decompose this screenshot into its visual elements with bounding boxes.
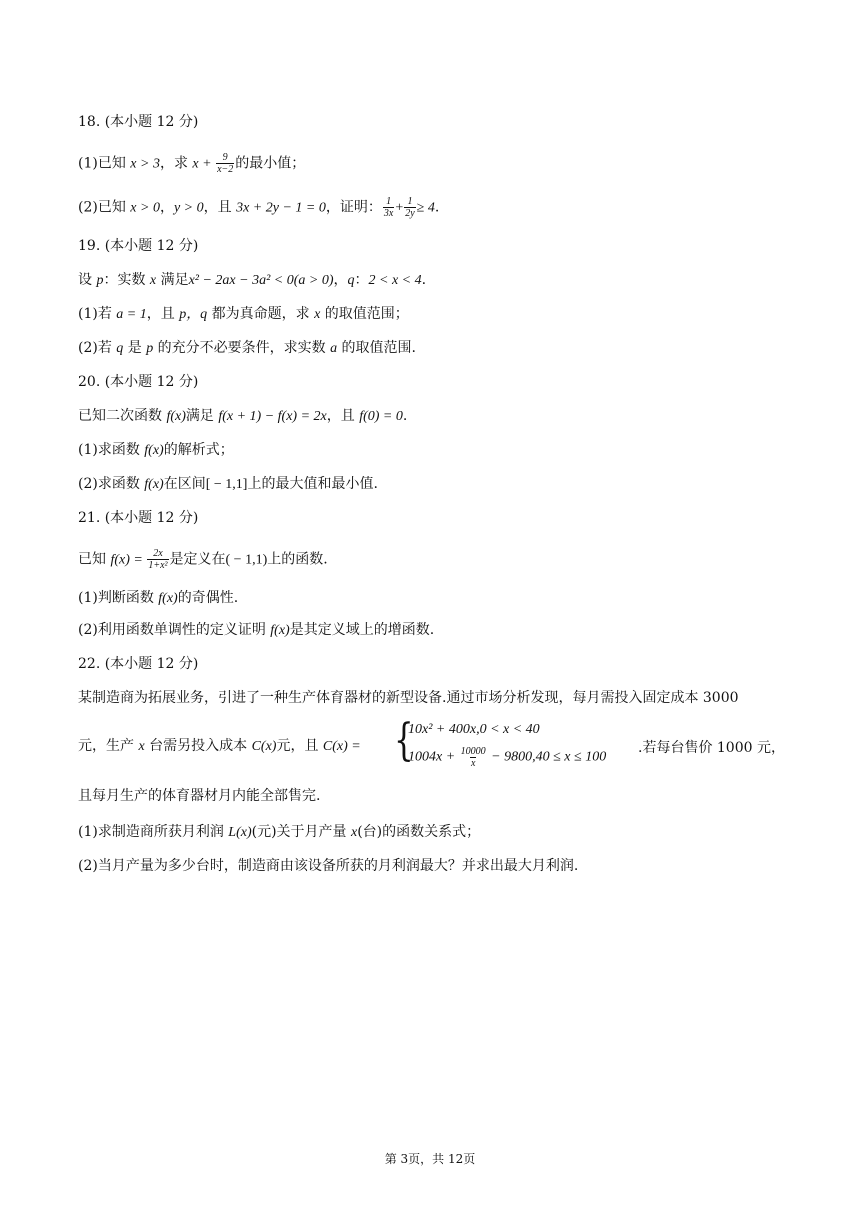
math: f(0) = 0 (359, 409, 403, 424)
text: ， (159, 199, 174, 216)
q22-line3: 且每月生产的体育器材月内能全部售完. (78, 788, 321, 804)
fraction (404, 196, 415, 219)
math: f(x) (158, 591, 178, 606)
fraction-numerator: 1 (386, 196, 392, 207)
text: 的取值范围. (337, 340, 416, 356)
q18-part2 (78, 196, 439, 219)
text: (元)关于月产量 (251, 824, 351, 840)
fraction-denominator: x−2 (217, 164, 234, 175)
text: ，求 (159, 155, 193, 172)
math: f(x) (270, 623, 290, 638)
math: − 9800,40 ≤ x ≤ 100 (487, 749, 607, 765)
text: ，且 (146, 306, 180, 322)
text: 已知二次函数 (78, 408, 167, 424)
math: p，q (179, 307, 208, 322)
text: ，且 (326, 408, 360, 424)
text: (2)已知 (78, 199, 131, 216)
math: C(x) (251, 739, 277, 754)
text: (1)求制造商所获月利润 (78, 824, 229, 840)
fraction-denominator: 1+x² (148, 560, 168, 571)
fraction (460, 746, 487, 769)
text: (台)的函数关系式； (357, 824, 481, 840)
text: ：实数 (103, 272, 150, 288)
piecewise-row-1: 10x² + 400x,0 < x < 40 (408, 722, 540, 737)
q22-part2: (2)当月产量为多少台时，制造商由该设备所获的月利润最大？并求出最大月利润. (78, 858, 579, 874)
q19-part1 (78, 304, 409, 325)
q22-line1: 某制造商为拓展业务，引进了一种生产体育器材的新型设备.通过市场分析发现，每月需投入固定成本 3000 (78, 690, 739, 706)
text: (2)求函数 (78, 476, 145, 492)
math: q (347, 273, 355, 288)
text: 满足 (185, 408, 219, 424)
fraction-numerator: 9 (222, 152, 228, 163)
page-footer: 第 3页，共 12页 (384, 1152, 476, 1166)
fraction-denominator: 2y (405, 208, 415, 219)
fraction-numerator: 2x (153, 548, 163, 559)
math: x (314, 307, 321, 322)
fraction (147, 548, 168, 571)
text: . (402, 408, 408, 424)
math: p (96, 273, 104, 288)
text: 元，且 (276, 738, 323, 754)
math: p (146, 341, 154, 356)
math: ≥ 4 (416, 200, 435, 216)
fraction-numerator: 10000 (460, 746, 486, 757)
fraction-denominator: x (470, 758, 476, 769)
math: x + (192, 156, 216, 172)
text: 设 (78, 272, 97, 288)
math: f(x) (144, 477, 164, 492)
text: (1)求函数 (78, 442, 145, 458)
fraction-denominator: 3x (383, 208, 394, 219)
text: 的最小值； (235, 155, 306, 172)
text: (2)利用函数单调性的定义证明 (78, 622, 271, 638)
q19-header: 19. (本小题 12 分) (78, 238, 199, 254)
math: x > 3 (130, 156, 160, 172)
text: 都为真命题，求 (207, 306, 315, 322)
text: ，证明： (325, 199, 382, 216)
text: 上的最大值和最小值. (247, 476, 378, 492)
math: L(x) (228, 825, 252, 840)
piecewise-function (394, 715, 638, 772)
q20-statement (78, 406, 407, 427)
math: q (116, 341, 124, 356)
math: 2 < x < 4 (368, 273, 422, 288)
text: (1)已知 (78, 155, 131, 172)
q18-part1 (78, 152, 305, 175)
math: 3x + 2y − 1 = 0 (236, 200, 326, 216)
q21-statement (78, 548, 328, 571)
text: ，且 (203, 199, 237, 216)
q20-header: 20. (本小题 12 分) (78, 374, 199, 390)
math: x > 0 (130, 200, 160, 216)
math: f(x) (144, 443, 164, 458)
text: 在区间 (163, 476, 206, 492)
q19-part2 (78, 338, 416, 359)
text: 是定义在 (169, 551, 226, 568)
text: 是其定义域上的增函数. (289, 622, 435, 638)
text: (2)若 (78, 340, 117, 356)
text: 的解析式； (163, 442, 234, 458)
text: 是 (123, 340, 147, 356)
q22-part1 (78, 822, 480, 843)
math: f(x + 1) − f(x) = 2x (218, 409, 327, 424)
q18-header: 18. (本小题 12 分) (78, 114, 199, 130)
text: . (434, 199, 440, 216)
text: (1)判断函数 (78, 590, 159, 606)
text: 已知 (78, 551, 111, 568)
math: x (350, 825, 358, 840)
math: [ − 1,1] (205, 477, 248, 492)
q21-header: 21. (本小题 12 分) (78, 510, 199, 526)
q22-line2 (78, 736, 361, 757)
q19-statement (78, 270, 426, 291)
math: f(x) = (110, 552, 147, 568)
math: x (149, 273, 157, 288)
text: 的奇偶性. (177, 590, 239, 606)
q22-line2-tail: .若每台售价 1000 元， (638, 740, 785, 756)
q21-part1 (78, 588, 238, 609)
text: 满足 (156, 272, 189, 288)
plus-sign: + (395, 200, 404, 216)
left-brace: { (394, 715, 414, 766)
math: x² − 2ax − 3a² < 0(a > 0) (188, 273, 334, 288)
math: 1004x + (408, 749, 459, 765)
fraction (383, 196, 394, 219)
q21-part2 (78, 620, 434, 641)
text: ， (333, 272, 348, 288)
text: 元，生产 (78, 738, 139, 754)
text: 台需另投入成本 (144, 738, 252, 754)
piecewise-row-2 (408, 746, 606, 769)
q20-part2 (78, 474, 378, 495)
text: 上的函数. (267, 551, 328, 568)
math: C(x) = (322, 739, 361, 754)
math: x (138, 739, 145, 754)
math: a = 1 (116, 307, 147, 322)
text: ： (354, 272, 369, 288)
math: ( − 1,1) (225, 552, 268, 568)
text: 的取值范围； (320, 306, 409, 322)
math: f(x) (166, 409, 186, 424)
math: y > 0 (173, 200, 204, 216)
text: 的充分不必要条件，求实数 (153, 340, 331, 356)
text: . (421, 272, 427, 288)
math: a (330, 341, 338, 356)
fraction (216, 152, 234, 175)
text: (1)若 (78, 306, 117, 322)
q20-part1 (78, 440, 234, 461)
fraction-numerator: 1 (407, 196, 413, 207)
q22-header: 22. (本小题 12 分) (78, 656, 199, 672)
